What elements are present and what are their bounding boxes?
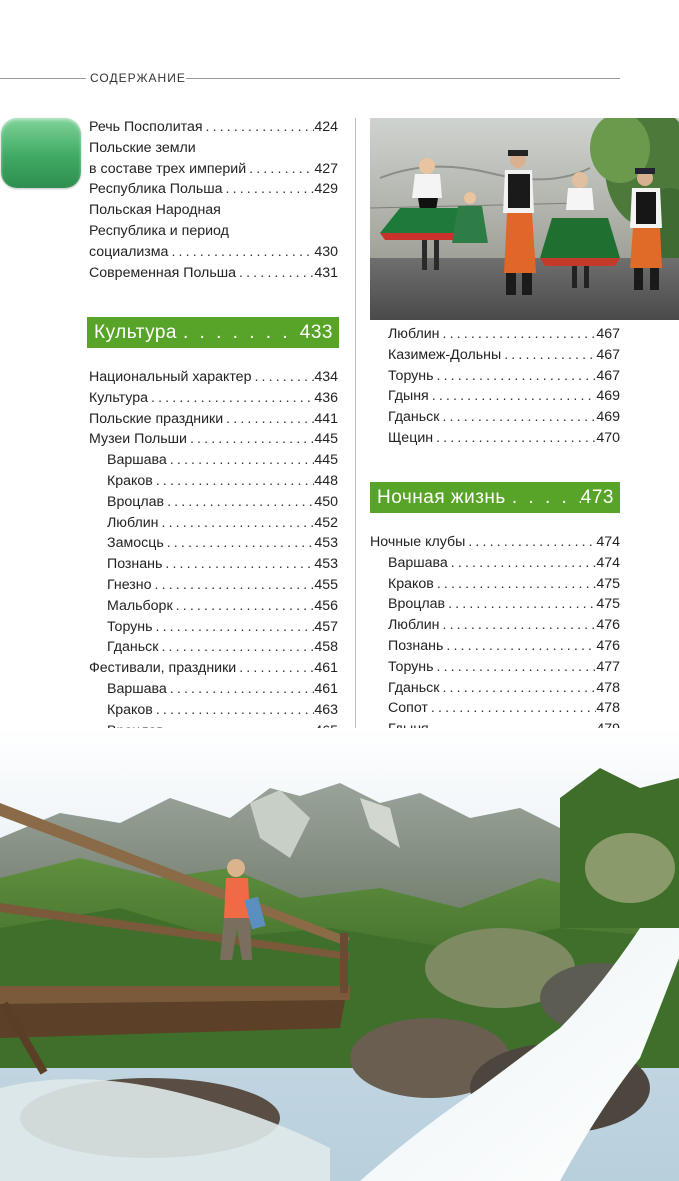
leader-dots — [506, 487, 581, 509]
toc-entry-title: Варшава — [107, 680, 167, 697]
leader-dots — [501, 345, 596, 366]
toc-entry[interactable] — [89, 159, 338, 180]
folk-dance-photo — [370, 118, 679, 320]
leader-dots — [153, 700, 314, 721]
leader-dots — [439, 678, 596, 699]
leader-dots — [167, 679, 315, 700]
toc-entry-title: Краков — [388, 575, 434, 592]
toc-entry-title: Варшава — [388, 554, 448, 571]
toc-entry-page: 476 — [596, 617, 620, 634]
toc-entry-page: 478 — [596, 700, 620, 717]
toc-entry[interactable] — [89, 637, 338, 658]
toc-entry-page: 434 — [314, 369, 338, 385]
toc-entry-title: Познань — [107, 556, 163, 573]
toc-entry[interactable] — [370, 615, 620, 636]
toc-entry-title: Культура — [89, 389, 148, 406]
toc-entry-page: 469 — [596, 388, 620, 405]
leader-dots — [153, 471, 314, 492]
section-header-culture[interactable] — [87, 317, 339, 348]
toc-entry[interactable] — [370, 366, 620, 387]
toc-entry[interactable] — [370, 428, 620, 449]
toc-entry-title: Казимеж-Дольны — [388, 346, 502, 363]
leader-dots — [167, 450, 315, 471]
toc-entry-page: 455 — [314, 576, 338, 593]
header-rule-right — [186, 78, 620, 79]
leader-dots — [439, 615, 596, 636]
toc-entry-title: Краков — [107, 701, 153, 718]
toc-entry[interactable] — [370, 657, 620, 678]
leader-dots — [439, 324, 596, 345]
toc-entry[interactable] — [89, 450, 338, 471]
toc-entry-title: Замосць — [107, 535, 164, 552]
mountain-bridge-photo — [0, 728, 679, 1181]
leader-dots — [162, 554, 314, 575]
toc-entry[interactable] — [370, 553, 620, 574]
leader-dots — [236, 263, 314, 284]
toc-entry-title: Польские праздники — [89, 410, 224, 427]
toc-entry-page: 478 — [596, 679, 620, 696]
toc-entry-title: Люблин — [107, 514, 159, 531]
toc-entry-title: Вроцлав — [107, 493, 165, 510]
toc-entry-title: Гнезно — [107, 576, 152, 593]
leader-dots — [187, 429, 314, 450]
leader-dots — [439, 407, 596, 428]
leader-dots — [158, 513, 314, 534]
toc-entry-page: 436 — [314, 389, 338, 406]
toc-entry-title: Краков — [107, 472, 153, 489]
leader-dots — [246, 159, 314, 180]
leader-dots — [433, 428, 596, 449]
section-page: 433 — [299, 321, 333, 343]
toc-entry-title: Музеи Польши — [89, 431, 187, 448]
toc-entry-title: Гданьск — [107, 639, 159, 656]
toc-entry[interactable] — [89, 617, 338, 638]
toc-entry-title: Речь Посполитая — [89, 119, 203, 135]
toc-entry-page: 469 — [596, 409, 620, 426]
toc-entry-page: 475 — [596, 596, 620, 613]
leader-dots — [153, 617, 315, 638]
leader-dots — [164, 533, 315, 554]
leader-dots — [177, 322, 300, 344]
toc-entry-title: Торунь — [388, 367, 434, 384]
toc-entry-page: 453 — [314, 535, 338, 552]
toc-entry[interactable] — [89, 429, 338, 450]
toc-entry-page: 441 — [314, 410, 338, 427]
toc-entry-page: 457 — [314, 618, 338, 635]
toc-entry[interactable] — [89, 242, 338, 263]
toc-entry-title: Сопот — [388, 700, 428, 717]
toc-entry-page: 474 — [596, 554, 620, 571]
toc-entry-page: 467 — [596, 346, 620, 363]
toc-entry[interactable] — [89, 200, 338, 221]
leader-dots — [443, 636, 596, 657]
toc-festival-continuation-list — [370, 324, 620, 449]
toc-history-list — [89, 117, 338, 283]
toc-entry-page: 453 — [314, 556, 338, 573]
toc-entry[interactable] — [370, 636, 620, 657]
toc-entry[interactable] — [370, 407, 620, 428]
toc-entry-title: Гданьск — [388, 409, 440, 426]
toc-entry[interactable] — [89, 138, 338, 159]
leader-dots — [168, 242, 314, 263]
leader-dots — [445, 594, 596, 615]
toc-entry[interactable] — [89, 658, 338, 679]
toc-entry-page: 470 — [596, 429, 620, 446]
toc-entry[interactable] — [89, 263, 338, 284]
toc-entry-page: 458 — [314, 639, 338, 656]
toc-entry-page: 427 — [314, 160, 338, 177]
leader-dots — [434, 574, 596, 595]
toc-entry-title: Мальборк — [107, 597, 173, 614]
toc-nightlife-list — [370, 532, 620, 761]
leader-dots — [223, 179, 315, 200]
leader-dots — [164, 492, 314, 513]
leader-dots — [428, 698, 596, 719]
toc-entry-title: Люблин — [388, 326, 440, 342]
toc-entry[interactable] — [89, 596, 338, 617]
toc-entry-page: 456 — [314, 597, 338, 614]
toc-entry-title: Польская Народная — [89, 202, 221, 219]
toc-entry-title: Польские земли — [89, 139, 196, 156]
toc-entry[interactable] — [89, 679, 338, 700]
toc-entry-page: 431 — [314, 264, 338, 281]
toc-entry[interactable] — [370, 532, 620, 553]
toc-entry[interactable] — [370, 574, 620, 595]
toc-entry-page: 461 — [314, 660, 338, 677]
section-header-nightlife[interactable] — [370, 482, 620, 513]
toc-entry-title: Республика Польша — [89, 181, 223, 198]
toc-entry-page: 450 — [314, 493, 338, 510]
leader-dots — [173, 596, 315, 617]
toc-entry[interactable] — [370, 345, 620, 366]
toc-entry-page: 474 — [596, 534, 620, 550]
toc-entry-title: Республика и период — [89, 222, 229, 239]
leader-dots — [251, 367, 314, 388]
leader-dots — [158, 637, 314, 658]
toc-entry[interactable] — [89, 471, 338, 492]
leader-dots — [448, 553, 597, 574]
toc-entry-title: Вроцлав — [388, 596, 446, 613]
section-title: Ночная жизнь — [377, 486, 506, 508]
toc-entry[interactable] — [89, 554, 338, 575]
toc-entry-title: социализма — [89, 243, 169, 260]
toc-entry[interactable] — [89, 492, 338, 513]
toc-entry[interactable] — [89, 388, 338, 409]
leader-dots — [434, 657, 597, 678]
chapter-tab-marker — [1, 118, 81, 188]
page-title: СОДЕРЖАНИЕ — [90, 71, 186, 85]
toc-entry[interactable] — [89, 367, 338, 388]
toc-entry-title: Люблин — [388, 617, 440, 634]
toc-entry-page: 445 — [314, 431, 338, 448]
toc-entry[interactable] — [89, 409, 338, 430]
toc-entry-title: в составе трех империй — [89, 160, 247, 177]
toc-entry-page: 467 — [596, 326, 620, 342]
leader-dots — [429, 386, 597, 407]
toc-entry[interactable] — [370, 324, 620, 345]
toc-entry-page: 475 — [596, 575, 620, 592]
toc-entry-page: 476 — [596, 637, 620, 654]
toc-entry[interactable] — [89, 533, 338, 554]
toc-entry[interactable] — [89, 117, 338, 138]
toc-entry[interactable] — [370, 678, 620, 699]
leader-dots — [152, 575, 315, 596]
toc-entry-page: 430 — [314, 243, 338, 260]
toc-entry-page: 461 — [314, 680, 338, 697]
toc-entry-title: Торунь — [388, 658, 434, 675]
toc-entry[interactable] — [370, 386, 620, 407]
toc-entry-title: Щецин — [388, 429, 434, 446]
toc-entry[interactable] — [89, 221, 338, 242]
header-rule-left — [0, 78, 86, 79]
toc-entry-title: Ночные клубы — [370, 534, 466, 550]
toc-entry-page: 463 — [314, 701, 338, 718]
toc-entry-title: Познань — [388, 637, 444, 654]
toc-entry-title: Фестивали, праздники — [89, 660, 237, 677]
toc-entry[interactable] — [89, 700, 338, 721]
toc-entry-title: Гданьск — [388, 679, 440, 696]
toc-entry-title: Современная Польша — [89, 264, 237, 281]
toc-entry-page: 467 — [596, 367, 620, 384]
leader-dots — [434, 366, 597, 387]
toc-entry-page: 445 — [314, 452, 338, 469]
toc-entry[interactable] — [370, 698, 620, 719]
toc-entry-page: 452 — [314, 514, 338, 531]
toc-entry[interactable] — [89, 513, 338, 534]
toc-entry-page: 477 — [596, 658, 620, 675]
column-divider — [355, 118, 356, 738]
toc-entry[interactable] — [89, 575, 338, 596]
toc-entry[interactable] — [370, 594, 620, 615]
leader-dots — [203, 117, 315, 138]
toc-culture-list — [89, 367, 338, 762]
toc-entry-title: Варшава — [107, 452, 167, 469]
section-page: 473 — [580, 486, 614, 508]
toc-entry-title: Торунь — [107, 618, 153, 635]
leader-dots — [465, 532, 596, 553]
toc-entry-page: 424 — [314, 119, 338, 135]
section-title: Культура — [94, 321, 177, 343]
leader-dots — [148, 388, 314, 409]
toc-entry[interactable] — [89, 179, 338, 200]
toc-entry-title: Гдыня — [388, 388, 429, 405]
toc-entry-title: Национальный характер — [89, 369, 252, 385]
leader-dots — [223, 409, 314, 430]
toc-entry-page: 429 — [314, 181, 338, 198]
leader-dots — [236, 658, 314, 679]
toc-entry-page: 448 — [314, 472, 338, 489]
